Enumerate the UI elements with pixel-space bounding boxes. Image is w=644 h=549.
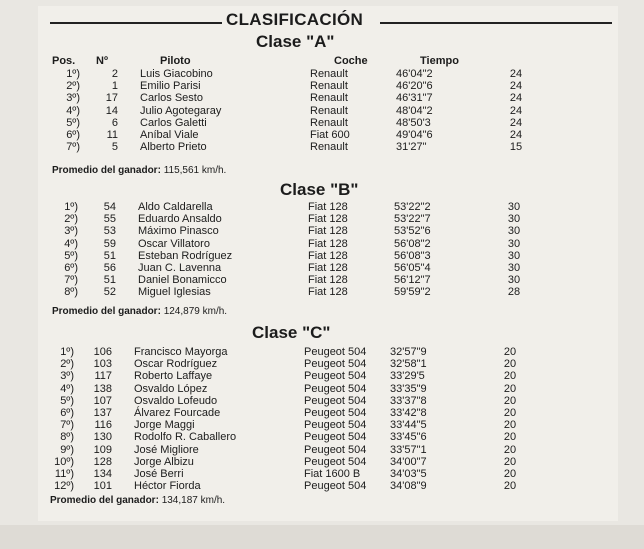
promedio-label: Promedio del ganador:	[52, 165, 161, 176]
header-num: Nº	[96, 55, 108, 67]
driver-name-cell: Oscar Rodríguez	[134, 358, 218, 371]
race-time-cell: 31'27"	[396, 141, 427, 154]
car-number-cell: 55	[103, 213, 116, 226]
result-row	[32, 370, 530, 382]
driver-name-cell: Jorge Albizu	[134, 455, 194, 468]
result-row	[32, 419, 530, 431]
car-model-cell: Peugeot 504	[304, 382, 367, 395]
result-row	[32, 407, 530, 419]
result-row	[32, 456, 530, 468]
header-time: Tiempo	[420, 55, 459, 67]
points-cell: 20	[503, 467, 517, 480]
position-cell: 6º)	[64, 262, 78, 275]
driver-name-cell: Miguel Iglesias	[138, 286, 211, 299]
car-number-cell: 6	[111, 116, 118, 129]
driver-name-cell: José Migliore	[134, 443, 199, 456]
header-pos: Pos.	[52, 55, 76, 67]
position-cell: 3º)	[66, 92, 80, 105]
race-time-cell: 32'58"1	[390, 358, 427, 371]
driver-name-cell: Luis Giacobino	[140, 68, 213, 81]
car-model-cell: Peugeot 504	[304, 455, 367, 468]
result-row	[36, 213, 534, 225]
car-model-cell: Renault	[310, 92, 348, 105]
result-row	[36, 262, 534, 274]
car-model-cell: Renault	[310, 80, 348, 93]
race-time-cell: 56'05"4	[394, 262, 431, 275]
header-driver: Piloto	[160, 55, 191, 67]
result-row	[38, 117, 536, 129]
race-time-cell: 49'04"6	[396, 129, 433, 142]
car-number-cell: 134	[93, 467, 112, 480]
points-cell: 30	[507, 237, 521, 250]
race-time-cell: 59'59"2	[394, 286, 431, 299]
position-cell: 4º)	[64, 237, 78, 250]
position-cell: 4º)	[60, 382, 74, 395]
result-row	[36, 286, 534, 298]
result-row	[32, 358, 530, 370]
points-cell: 20	[503, 370, 517, 383]
car-model-cell: Peugeot 504	[304, 370, 367, 383]
result-row	[38, 68, 536, 80]
car-model-cell: Peugeot 504	[304, 394, 367, 407]
car-number-cell: 53	[103, 225, 116, 238]
race-time-cell: 33'57"1	[390, 443, 427, 456]
driver-name-cell: Juan C. Lavenna	[138, 262, 222, 275]
driver-name-cell: Rodolfo R. Caballero	[134, 431, 237, 444]
race-time-cell: 46'31"7	[396, 92, 433, 105]
driver-name-cell: Roberto Laffaye	[134, 370, 213, 383]
race-time-cell: 46'04"2	[396, 68, 433, 81]
car-number-cell: 5	[111, 141, 118, 154]
points-cell: 28	[507, 286, 521, 299]
position-cell: 3º)	[60, 370, 74, 383]
position-cell: 1º)	[66, 68, 80, 81]
car-model-cell: Fiat 1600 B	[304, 467, 361, 480]
class-c-promedio	[50, 495, 225, 506]
class-c-title: Clase "C"	[252, 323, 331, 342]
points-cell: 20	[503, 382, 517, 395]
car-number-cell: 54	[103, 201, 116, 214]
result-row	[36, 250, 534, 262]
result-row	[36, 238, 534, 250]
car-model-cell: Peugeot 504	[304, 419, 367, 432]
car-number-cell: 2	[111, 68, 118, 81]
driver-name-cell: Alberto Prieto	[140, 141, 207, 154]
class-b-title: Clase "B"	[280, 180, 359, 199]
result-row	[32, 383, 530, 395]
driver-name-cell: Álvarez Fourcade	[134, 407, 221, 420]
car-model-cell: Fiat 128	[308, 225, 348, 238]
car-number-cell: 117	[94, 370, 112, 383]
car-number-cell: 56	[103, 262, 116, 275]
driver-name-cell: Aldo Caldarella	[138, 201, 213, 214]
points-cell: 20	[503, 394, 517, 407]
race-time-cell: 33'42"8	[390, 407, 427, 420]
car-number-cell: 101	[93, 480, 112, 493]
position-cell: 10º)	[54, 455, 74, 468]
points-cell: 30	[507, 249, 521, 262]
driver-name-cell: Máximo Pinasco	[138, 225, 219, 238]
car-number-cell: 59	[103, 237, 116, 250]
points-cell: 20	[503, 431, 517, 444]
race-time-cell: 53'52"6	[394, 225, 431, 238]
car-model-cell: Fiat 128	[308, 237, 348, 250]
promedio-value: 134,187 km/h.	[161, 495, 226, 506]
points-cell: 15	[509, 141, 523, 154]
header-car: Coche	[334, 55, 368, 67]
title-rule-left	[50, 22, 222, 24]
car-number-cell: 116	[94, 419, 112, 432]
result-row	[36, 274, 534, 286]
car-number-cell: 11	[106, 129, 118, 142]
race-time-cell: 56'12"7	[394, 274, 431, 287]
position-cell: 8º)	[60, 431, 74, 444]
car-number-cell: 1	[111, 80, 118, 93]
position-cell: 4º)	[66, 104, 80, 117]
driver-name-cell: Eduardo Ansaldo	[138, 213, 222, 226]
class-b-table	[36, 201, 534, 299]
race-time-cell: 32'57"9	[390, 346, 427, 359]
position-cell: 7º)	[60, 419, 74, 432]
points-cell: 20	[503, 358, 517, 371]
car-number-cell: 107	[93, 394, 112, 407]
result-row	[38, 129, 536, 141]
car-number-cell: 130	[93, 431, 112, 444]
result-row	[38, 92, 536, 104]
car-number-cell: 14	[105, 104, 118, 117]
race-time-cell: 34'03"5	[390, 467, 427, 480]
position-cell: 9º)	[60, 443, 74, 456]
points-cell: 24	[509, 104, 523, 117]
race-time-cell: 48'50'3	[396, 116, 431, 129]
result-row	[32, 480, 530, 492]
driver-name-cell: Héctor Fiorda	[134, 480, 201, 493]
position-cell: 7º)	[64, 274, 78, 287]
car-model-cell: Renault	[310, 116, 348, 129]
race-time-cell: 48'04"2	[396, 104, 433, 117]
car-model-cell: Peugeot 504	[304, 407, 367, 420]
class-c-table	[32, 346, 530, 492]
driver-name-cell: Francisco Mayorga	[134, 346, 228, 359]
points-cell: 24	[509, 92, 523, 105]
promedio-label: Promedio del ganador:	[52, 306, 161, 317]
position-cell: 3º)	[64, 225, 78, 238]
race-time-cell: 33'45"6	[390, 431, 427, 444]
points-cell: 20	[503, 480, 517, 493]
points-cell: 24	[509, 129, 523, 142]
position-cell: 1º)	[60, 346, 74, 359]
points-cell: 30	[507, 262, 521, 275]
result-row	[36, 201, 534, 213]
car-model-cell: Fiat 128	[308, 249, 348, 262]
result-row	[32, 468, 530, 480]
car-model-cell: Peugeot 504	[304, 480, 367, 493]
race-time-cell: 33'35"9	[390, 382, 427, 395]
position-cell: 2º)	[66, 80, 80, 93]
driver-name-cell: Osvaldo López	[134, 382, 208, 395]
car-model-cell: Fiat 128	[308, 286, 348, 299]
points-cell: 20	[503, 407, 517, 420]
result-row	[32, 346, 530, 358]
race-time-cell: 56'08"2	[394, 237, 431, 250]
car-model-cell: Renault	[310, 141, 348, 154]
car-model-cell: Peugeot 504	[304, 358, 367, 371]
title-rule-right	[380, 22, 612, 24]
driver-name-cell: Osvaldo Lofeudo	[134, 394, 218, 407]
page-title: CLASIFICACIÓN	[226, 10, 364, 29]
result-row	[32, 431, 530, 443]
points-cell: 30	[507, 213, 521, 226]
position-cell: 5º)	[64, 249, 78, 262]
driver-name-cell: Oscar Villatoro	[138, 237, 210, 250]
class-b-promedio	[52, 306, 227, 317]
newspaper-clipping	[38, 6, 618, 521]
position-cell: 6º)	[60, 407, 74, 420]
driver-name-cell: Jorge Maggi	[134, 419, 195, 432]
position-cell: 1º)	[64, 201, 78, 214]
race-time-cell: 33'44"5	[390, 419, 427, 432]
position-cell: 8º)	[64, 286, 78, 299]
car-model-cell: Fiat 128	[308, 262, 348, 275]
race-time-cell: 46'20"6	[396, 80, 433, 93]
race-time-cell: 33'37"8	[390, 394, 427, 407]
car-model-cell: Renault	[310, 104, 348, 117]
position-cell: 11º)	[54, 467, 74, 480]
position-cell: 7º)	[66, 141, 80, 154]
class-a-promedio	[52, 165, 226, 176]
position-cell: 5º)	[60, 394, 74, 407]
title-row	[38, 10, 618, 32]
driver-name-cell: Carlos Sesto	[140, 92, 203, 105]
race-time-cell: 34'00"7	[390, 455, 427, 468]
driver-name-cell: José Berri	[134, 467, 184, 480]
promedio-value: 124,879 km/h.	[163, 306, 228, 317]
car-number-cell: 138	[93, 382, 112, 395]
position-cell: 12º)	[54, 480, 74, 493]
car-model-cell: Peugeot 504	[304, 346, 367, 359]
car-number-cell: 103	[93, 358, 112, 371]
result-row	[38, 141, 536, 153]
points-cell: 24	[509, 68, 523, 81]
race-time-cell: 33'29'5	[390, 370, 425, 383]
car-number-cell: 17	[105, 92, 118, 105]
car-model-cell: Fiat 600	[310, 129, 350, 142]
points-cell: 20	[503, 419, 517, 432]
points-cell: 30	[507, 274, 521, 287]
points-cell: 24	[509, 116, 523, 129]
points-cell: 20	[503, 346, 517, 359]
car-number-cell: 51	[103, 274, 116, 287]
promedio-value: 115,561 km/h.	[163, 165, 227, 176]
class-a-table	[38, 68, 536, 153]
car-number-cell: 52	[103, 286, 116, 299]
class-a-title: Clase "A"	[256, 32, 335, 51]
car-model-cell: Fiat 128	[308, 213, 348, 226]
position-cell: 6º)	[66, 129, 80, 142]
car-number-cell: 106	[93, 346, 112, 359]
result-row	[38, 80, 536, 92]
points-cell: 30	[507, 201, 521, 214]
points-cell: 20	[503, 455, 517, 468]
points-cell: 24	[509, 80, 523, 93]
position-cell: 5º)	[66, 116, 80, 129]
driver-name-cell: Esteban Rodríguez	[138, 249, 233, 262]
result-row	[32, 395, 530, 407]
driver-name-cell: Emilio Parisi	[140, 80, 201, 93]
car-model-cell: Renault	[310, 68, 348, 81]
race-time-cell: 53'22"2	[394, 201, 431, 214]
result-row	[38, 105, 536, 117]
position-cell: 2º)	[64, 213, 78, 226]
car-model-cell: Fiat 128	[308, 201, 348, 214]
race-time-cell: 34'08"9	[390, 480, 427, 493]
points-cell: 30	[507, 225, 521, 238]
race-time-cell: 56'08"3	[394, 249, 431, 262]
result-row	[36, 225, 534, 237]
points-cell: 20	[503, 443, 517, 456]
driver-name-cell: Aníbal Viale	[140, 129, 199, 142]
car-model-cell: Peugeot 504	[304, 431, 367, 444]
race-time-cell: 53'22"7	[394, 213, 431, 226]
car-model-cell: Fiat 128	[308, 274, 348, 287]
car-number-cell: 109	[93, 443, 112, 456]
car-number-cell: 128	[93, 455, 112, 468]
car-model-cell: Peugeot 504	[304, 443, 367, 456]
car-number-cell: 137	[93, 407, 112, 420]
background-newsprint-strip	[0, 525, 644, 549]
driver-name-cell: Daniel Bonamicco	[138, 274, 227, 287]
position-cell: 2º)	[60, 358, 74, 371]
driver-name-cell: Carlos Galetti	[140, 116, 207, 129]
car-number-cell: 51	[103, 249, 116, 262]
driver-name-cell: Julio Agotegaray	[140, 104, 222, 117]
promedio-label: Promedio del ganador:	[50, 495, 159, 506]
result-row	[32, 444, 530, 456]
